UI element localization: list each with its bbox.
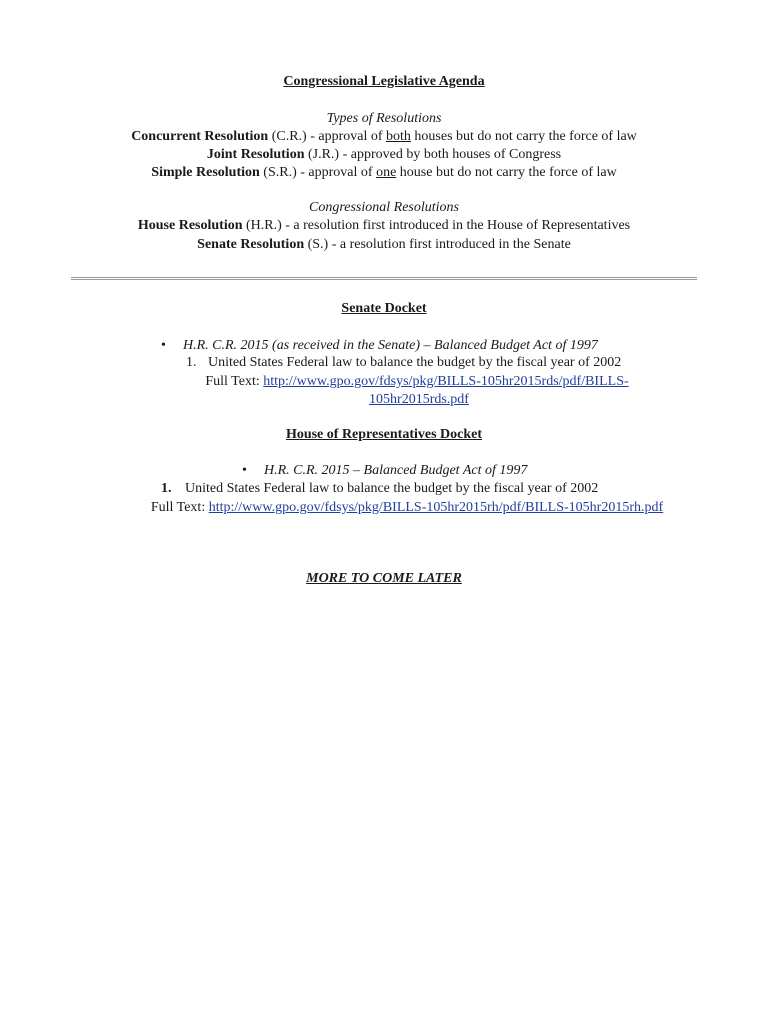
bullet-icon: • xyxy=(242,463,247,478)
house-docket-item xyxy=(242,462,527,480)
house-full-text-line xyxy=(23,499,768,517)
senate-full-text-line xyxy=(33,373,768,391)
senate-docket-item-text: H.R. C.R. 2015 (as received in the Senate) – Balanced Budget Act of 1997 xyxy=(183,338,598,353)
joint-rest: (J.R.) - approved by both houses of Congress xyxy=(304,147,562,162)
concurrent-term: Concurrent Resolution xyxy=(131,129,269,144)
senate-bill-link[interactable]: http://www.gpo.gov/fdsys/pkg/BILLS-105hr2015rds/pdf/BILLS- xyxy=(263,374,629,389)
senate-rest: (S.) - a resolution first introduced in the Senate xyxy=(304,237,571,252)
joint-term: Joint Resolution xyxy=(206,147,305,162)
list-number: 1. xyxy=(186,355,197,370)
concurrent-abbr: (C.R.) - approval of xyxy=(268,129,387,144)
simple-emph: one xyxy=(376,165,397,180)
concurrent-emph: both xyxy=(386,129,411,144)
full-text-label: Full Text: xyxy=(150,500,209,515)
simple-abbr: (S.R.) - approval of xyxy=(259,165,377,180)
senate-docket-description xyxy=(186,354,621,372)
horizontal-divider xyxy=(71,277,697,280)
simple-rest: house but do not carry the force of law xyxy=(396,165,617,180)
senate-full-text-line-2 xyxy=(35,391,768,409)
house-docket-description xyxy=(161,480,598,498)
more-to-come-note: MORE TO COME LATER xyxy=(306,571,462,586)
senate-bill-link-continued[interactable]: 105hr2015rds.pdf xyxy=(369,392,469,407)
list-number: 1. xyxy=(161,481,172,496)
senate-term: Senate Resolution xyxy=(197,237,305,252)
house-docket-desc-text: United States Federal law to balance the budget by the fiscal year of 2002 xyxy=(185,481,599,496)
document-title: Congressional Legislative Agenda xyxy=(283,74,485,89)
concurrent-rest: houses but do not carry the force of law xyxy=(410,129,637,144)
senate-docket-item xyxy=(161,337,598,355)
senate-resolution-line xyxy=(0,236,768,254)
concurrent-resolution-line xyxy=(0,128,768,146)
house-docket-item-text: H.R. C.R. 2015 – Balanced Budget Act of 1997 xyxy=(264,463,528,478)
house-bill-link[interactable]: http://www.gpo.gov/fdsys/pkg/BILLS-105hr2015rh/pdf/BILLS-105hr2015rh.pdf xyxy=(208,500,664,515)
joint-resolution-line xyxy=(0,146,768,164)
senate-docket-heading: Senate Docket xyxy=(341,301,427,316)
house-resolution-line xyxy=(0,217,768,235)
full-text-label: Full Text: xyxy=(205,374,264,389)
house-term: House Resolution xyxy=(137,218,243,233)
simple-term: Simple Resolution xyxy=(151,165,260,180)
simple-resolution-line xyxy=(0,164,768,182)
house-docket-heading: House of Representatives Docket xyxy=(285,427,483,442)
senate-docket-desc-text: United States Federal law to balance the budget by the fiscal year of 2002 xyxy=(208,355,622,370)
bullet-icon: • xyxy=(161,338,166,353)
types-heading: Types of Resolutions xyxy=(326,111,442,126)
house-rest: (H.R.) - a resolution first introduced in the House of Representatives xyxy=(242,218,631,233)
congressional-heading: Congressional Resolutions xyxy=(309,200,459,215)
